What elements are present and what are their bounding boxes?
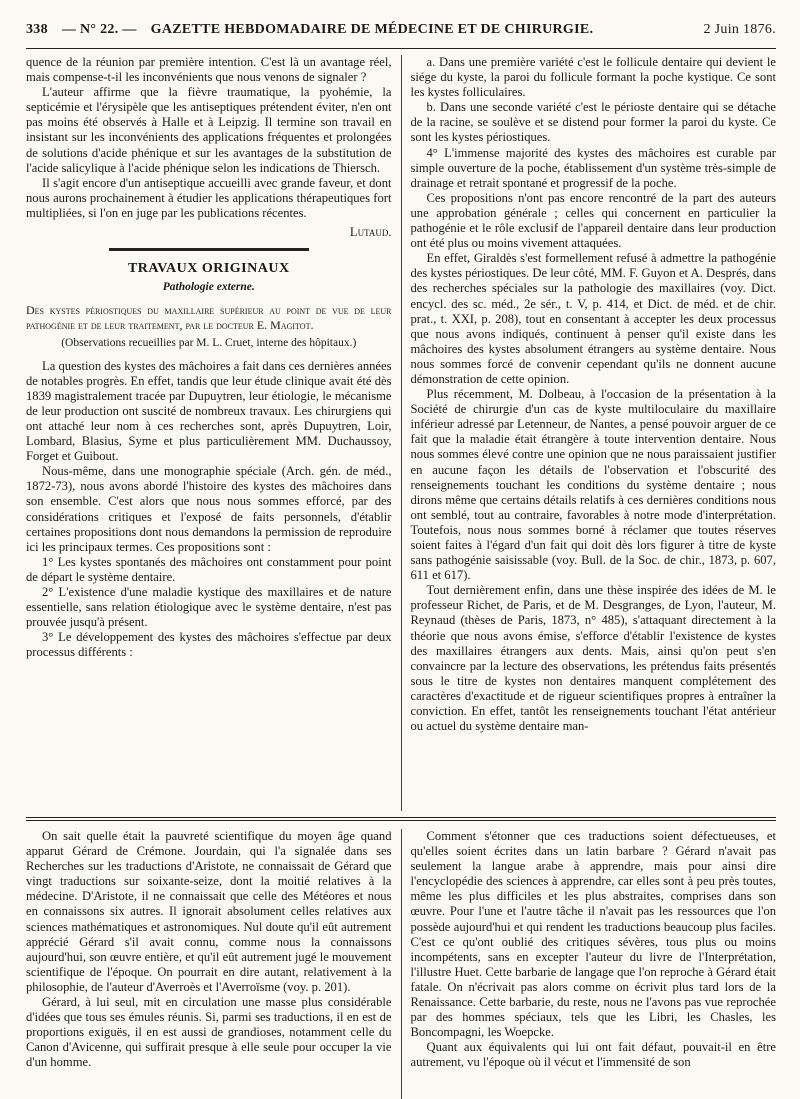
issue-date: 2 Juin 1876.	[703, 22, 776, 37]
bottom-right-column	[402, 829, 777, 1099]
paragraph: L'auteur affirme que la fièvre traumatique, la pyohémie, la septicémie et l'érysipèle que les antiseptiques prétendent éviter, n'en ont pas moins été observés à Halle et à Leipzig. Il termine son travail en insistant sur les inconvénients des applications fréquentes et prolongées de solutions d'acide phénique et sur les avantages de la substitution de l'acide salicylique à l'acide phénique selon les indications de Thiersch.	[26, 85, 392, 175]
bottom-section	[26, 829, 776, 1099]
subsection-title: Pathologie externe.	[162, 281, 255, 294]
paragraph: Ces propositions n'ont pas encore rencontré de la part des auteurs une approbation générale ; celles qui concernent en particulier la pathogénie et le rôle exclusif de l'appareil dentaire dans leur production ont été plus ou moins vivement attaquées.	[410, 190, 776, 251]
observations-note: (Observations recueillies par M. L. Cruet, interne des hôpitaux.)	[61, 336, 357, 349]
top-left-column	[26, 55, 402, 811]
journal-title: GAZETTE HEBDOMADAIRE DE MÉDECINE ET DE CHIRURGIE.	[150, 22, 594, 37]
feuilleton-divider	[26, 817, 776, 821]
section-rule	[109, 248, 309, 251]
paragraph: quence de la réunion par première intention. C'est là un avantage réel, mais compense-t-il les inconvénients que nous venons de signaler ?	[26, 55, 392, 85]
paragraph: b. Dans une seconde variété c'est le périoste dentaire qui se détache de la racine, se soulève et se distend pour former la paroi du kyste. Ce sont les kystes périostiques.	[410, 100, 776, 145]
paragraph: 2° L'existence d'une maladie kystique des maxillaires et de nature essentielle, sans relation étiologique avec le système dentaire, n'est pas prouvée jusqu'à présent.	[26, 585, 392, 630]
bottom-left-column	[26, 829, 402, 1099]
page-number: 338	[26, 22, 48, 37]
paragraph: 4° L'immense majorité des kystes des mâchoires est curable par simple ouverture de la poche, établissement d'un système très-simple de drainage et retrait spontané et progressif de la poche.	[410, 145, 776, 190]
top-right-column	[402, 55, 777, 811]
paragraph: 3° Le développement des kystes des mâchoires s'effectue par deux processus différents :	[26, 630, 392, 660]
paragraph: Gérard, à lui seul, mit en circulation une masse plus considérable d'idées que tous ses émules réunis. Si, parmi ses traductions, il en est de proportions exiguës, il en est aussi de grandioses, notamment celle du Canon d'Avicenne, qui suffirait presque à elle seule pour occuper la vie d'un homme.	[26, 995, 392, 1070]
paragraph: La question des kystes des mâchoires a fait dans ces dernières années de notables progrès. En effet, tandis que leur étude clinique avait été dès 1839 magistralement tracée par Dupuytren, leur étiologie, le mécanisme de leur production ont suscité de nombreux travaux. Les chirurgiens qui ont attaché leur nom à ces recherches sont, après Dupuytren, Loir, Lombard, Blasius, Syme et plus particulièrement MM. Duchaussoy, Forget et Guibout.	[26, 358, 392, 464]
author-signature: Lutaud.	[349, 225, 392, 240]
section-title: TRAVAUX ORIGINAUX	[127, 261, 290, 277]
page-header	[26, 22, 776, 49]
paragraph: Plus récemment, M. Dolbeau, à l'occasion de la présentation à la Société de chirurgie d'un cas de kyste multiloculaire du maxillaire inférieur adressé par Letenneur, de Nantes, a pensé pouvoir arguer de ce fait que la maladie était étrangère à toute intervention dentaire. Nous nous sommes élevé contre une opinion que ne nous paraissaient justifier en aucune façon les détails de l'observation et l'obscurité des renseignements touchant les conditions du système dentaire ; nous dirons même que certains détails relatifs à ces dernières conditions nous ont semblé, tout au contraire, favorables à notre mode d'interprétation. Toutefois, nous nous sommes borné à réclamer que toutes réserves soient faites à l'égard d'un fait qui doit dès lors figurer à titre de kyste sans pathogénie saisissable (voy. Bull. de la Soc. de chir., 1873, p. 607, 611 et 617).	[410, 387, 776, 583]
newspaper-page	[26, 22, 776, 1072]
issue-number: — N° 22. —	[61, 22, 137, 37]
paragraph: Il s'agit encore d'un antiseptique accueilli avec grande faveur, et dont nous aurons prochainement à étudier les applications thérapeutiques fort multipliées, si l'on en juge par les publications récentes.	[26, 175, 392, 220]
paragraph: Quant aux équivalents qui lui ont fait défaut, pouvait-il en être autrement, vu l'époque où il vécut et l'immensité de son	[410, 1040, 776, 1070]
paragraph: En effet, Giraldès s'est formellement refusé à admettre la pathogénie des kystes périostiques. De leur côté, MM. F. Guyon et A. Després, dans des recherches spéciales sur la pathologie des maxillaires (voy. Dict. encycl. des sc. méd., 2e sér., t. V, p. 414, et Dict. de méd. et de chir. prat., t. XXI, p. 208), tout en consentant à accepter les deux processus que nous avons indiqués, continuent à penser qu'il existe dans les mâchoires des kystes absolument étrangers au système dentaire. Nous nous sommes forcé de convenir cependant qu'ils ne donnent aucune démonstration de cette opinion.	[410, 251, 776, 386]
paragraph: a. Dans une première variété c'est le follicule dentaire qui devient le siége du kyste, la paroi du follicule formant la poche kystique. Ce sont les kystes folliculaires.	[410, 55, 776, 100]
paragraph: 1° Les kystes spontanés des mâchoires ont constamment pour point de départ le système dentaire.	[26, 554, 392, 584]
article-title: Des kystes périostiques du maxillaire supérieur au point de vue de leur pathogénie et de leur traitement, par le docteur E. Magitot.	[26, 303, 392, 333]
paragraph: Nous-même, dans une monographie spéciale (Arch. gén. de méd., 1872-73), nous avons abordé l'histoire des kystes des mâchoires dans son ensemble. C'est alors que nous nous sommes efforcé, par des considérations critiques et l'exposé de faits personnels, d'établir certaines propositions dont nous demandons la permission de reproduire ici les principaux termes. Ces propositions sont :	[26, 464, 392, 554]
paragraph: On sait quelle était la pauvreté scientifique du moyen âge quand apparut Gérard de Crémone. Jourdain, qui l'a signalée dans ses Recherches sur les traductions d'Aristote, ne connaissait de Gérard que vingt traductions sur soixante-seize, dont la moitié relatives à la médecine. D'Aristote, il ne connaissait que celle des Météores et nous en connaissons six autres. Il ignorait absolument celles relatives aux sciences mathématiques et astronomiques. Nul doute qu'il eût autrement apprécié Gérard s'il avait connu, comme nous la connaissons aujourd'hui, son œuvre entière, et qu'il eût autrement jugé le mouvement scientifique de l'époque. On pourrait en dire autant, relativement à la philosophie, de l'auteur d'Averroès et l'Averroïsme (voy. p. 201).	[26, 829, 392, 994]
paragraph: Tout dernièrement enfin, dans une thèse inspirée des idées de M. le professeur Richet, de Paris, et de M. Desgranges, de Lyon, l'auteur, M. Reynaud (thèses de Paris, 1873, n° 485), s'attaquant directement à la théorie que nous avons émise, s'efforce d'établir l'existence de kystes des maxillaires étrangers aux dents. Mais, ainsi qu'on peut s'en convaincre par la lecture des observations, les prétendus faits présentés sous le titre de kystes non dentaires manquent complétement des caractères d'exactitude et de rigueur scientifiques propres à entraîner la conviction. En effet, tantôt les renseignements touchant l'état antérieur ou actuel du système dentaire man-	[410, 583, 776, 734]
paragraph: Comment s'étonner que ces traductions soient défectueuses, et qu'elles soient écrites dans un latin barbare ? Gérard n'avait pas seulement la langue arabe à apprendre, mais pour ainsi dire l'encyclopédie des sciences à apprendre, car elles sont à peu près toutes, même les plus difficiles et les plus abstraites, comprises dans son œuvre. Pour l'une et l'autre tâche il n'avait pas les ressources que l'on possède aujourd'hui et qui rendent les traductions beaucoup plus faciles. C'est ce qu'ont oublié des critiques sévères, tous plus ou moins incompétents, sans en excepter l'auteur du livre de l'Interprétation, l'illustre Huet. Cette barbarie de langage que l'on reproche à Gérard était fatale. On n'écrivait pas alors comme on écrivit plus tard lors de la Renaissance. Cette barbarie, du reste, nous ne l'avons pas vue reprochée par des hommes spéciaux, tels que les Libri, les Chasles, les Boncompagni, les Woepcke.	[410, 829, 776, 1040]
top-section	[26, 49, 776, 811]
